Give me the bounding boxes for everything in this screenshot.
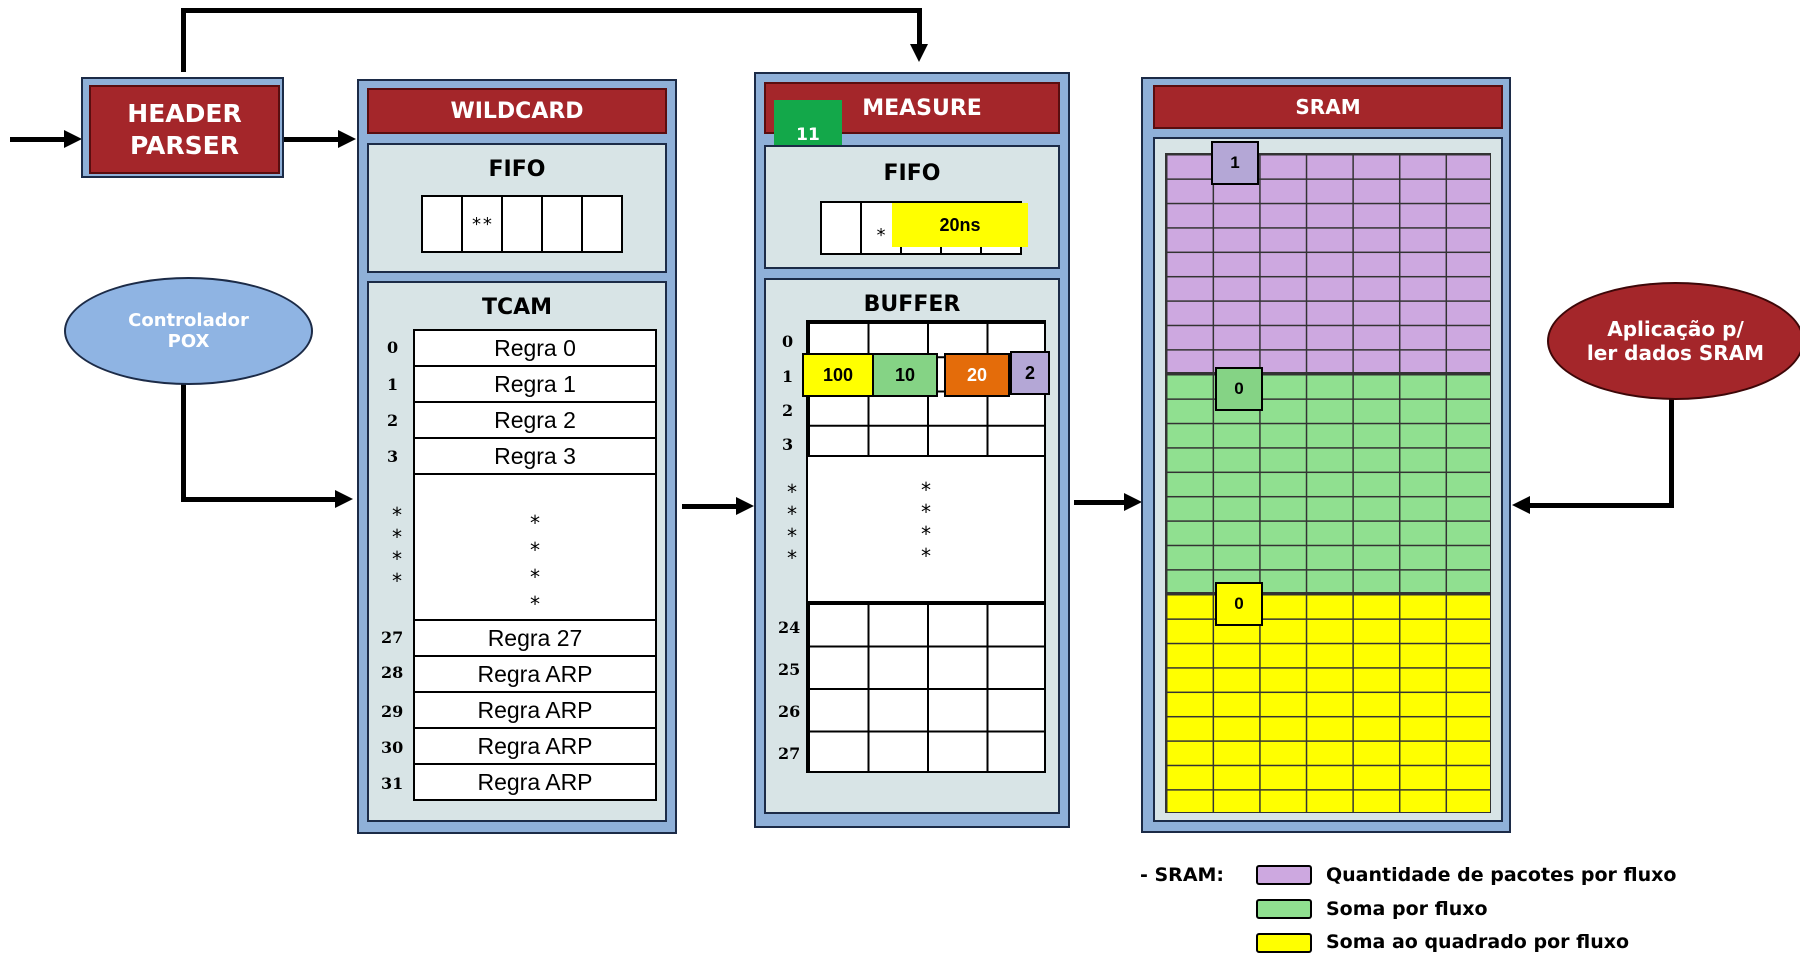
tcam-index: 28 (381, 663, 404, 682)
legend-label-packet-count: Quantidade de pacotes por fluxo (1326, 864, 1677, 886)
measure-fifo-slot (820, 201, 862, 255)
tcam-rule: Regra ARP (413, 727, 657, 765)
wildcard-fifo-slot (461, 195, 503, 253)
tcam-ellipsis-star: * (529, 511, 542, 535)
buffer-value-chip (944, 353, 1010, 397)
measure-fifo-box (764, 145, 1060, 269)
measure-fifo-timestamp-text: 20ns (939, 214, 981, 235)
tcam-title: TCAM (481, 295, 553, 320)
buffer-index: 3 (782, 435, 794, 454)
controller-line1: Controlador (128, 310, 249, 331)
tcam-ellipsis-star: * (529, 592, 542, 616)
tcam-index: 31 (381, 774, 404, 793)
tcam-index: 30 (381, 738, 404, 757)
measure-fifo-marker: * (875, 224, 887, 246)
tcam-rule: Regra 27 (413, 619, 657, 657)
app-wire-left (1530, 503, 1674, 508)
app-wire-down (1669, 395, 1674, 508)
legend-label-sum-squares: Soma ao quadrado por fluxo (1326, 931, 1630, 953)
tcam-rule: Regra 0 (413, 329, 657, 367)
buffer-index: 27 (778, 744, 801, 763)
wildcard-fifo-slot (421, 195, 463, 253)
buffer-index-ellipsis: * (786, 546, 799, 570)
buffer-index-ellipsis: * (786, 502, 799, 526)
wildcard-tcam-box (367, 281, 667, 822)
buffer-index: 2 (782, 401, 794, 420)
tcam-index: 0 (387, 338, 399, 357)
buffer-ellipsis-star: * (920, 478, 933, 502)
wildcard-fifo-marker: ** (471, 213, 493, 235)
buffer-index: 1 (782, 367, 794, 386)
tcam-index: 2 (387, 411, 399, 430)
tcam-index-ellipsis: * (391, 503, 404, 527)
measure-badge-text: 11 (796, 125, 820, 145)
sram-panel (1141, 77, 1511, 833)
tcam-rule: Regra ARP (413, 763, 657, 801)
tcam-index: 1 (387, 375, 399, 394)
wildcard-fifo-title: FIFO (488, 157, 546, 182)
tcam-index: 3 (387, 447, 399, 466)
tcam-index-ellipsis: * (391, 525, 404, 549)
buffer-ellipsis-star: * (920, 500, 933, 524)
input-arrowhead (64, 130, 82, 148)
sram-title: SRAM (1153, 85, 1503, 129)
buffer-index: 24 (778, 618, 801, 637)
wildcard-title: WILDCARD (367, 88, 667, 134)
sram-region-sum-squares (1165, 593, 1491, 813)
top-loop-arrowhead (910, 44, 928, 62)
buffer-index: 25 (778, 660, 801, 679)
buffer-index-ellipsis: * (786, 524, 799, 548)
hp-to-wildcard-arrowhead (338, 130, 356, 148)
wildcard-fifo-box (367, 143, 667, 273)
header-parser-label (89, 85, 280, 174)
tcam-rule: Regra 1 (413, 365, 657, 403)
sram-marker-sum (1215, 367, 1263, 411)
application-line2: ler dados SRAM (1586, 341, 1765, 365)
measure-to-sram-arrowhead (1124, 493, 1142, 511)
controller-line2: POX (167, 331, 210, 352)
tcam-ellipsis-star: * (529, 538, 542, 562)
buffer-ellipsis-star: * (920, 522, 933, 546)
measure-fifo-title: FIFO (883, 161, 941, 186)
header-parser-line1: HEADER (127, 98, 242, 128)
app-arrowhead (1512, 496, 1530, 514)
buffer-index: 0 (782, 332, 794, 351)
tcam-index-ellipsis: * (391, 547, 404, 571)
header-parser-line2: PARSER (130, 130, 239, 160)
wildcard-fifo-slot (541, 195, 583, 253)
tcam-index-ellipsis: * (391, 569, 404, 593)
legend-label-sum: Soma por fluxo (1326, 898, 1488, 920)
buffer-index-ellipsis: * (786, 480, 799, 504)
tcam-rule: Regra ARP (413, 691, 657, 729)
buffer-index: 26 (778, 702, 801, 721)
wildcard-fifo-slot (501, 195, 543, 253)
hp-to-wildcard-wire (284, 137, 344, 142)
sram-marker-packet-count (1211, 141, 1259, 185)
buffer-value-chip (872, 353, 938, 397)
tcam-rule: Regra 3 (413, 437, 657, 475)
application-line1: Aplicação p/ (1607, 317, 1744, 341)
measure-buffer-box (764, 278, 1060, 814)
wildcard-to-measure-wire (682, 504, 738, 509)
sram-marker-sum-squares (1215, 582, 1263, 626)
sram-reader-application (1547, 282, 1800, 400)
wildcard-fifo-slot (581, 195, 623, 253)
buffer-value-chip (1010, 351, 1050, 395)
input-wire (10, 137, 70, 142)
tcam-rule: Regra ARP (413, 655, 657, 693)
measure-to-sram-wire (1074, 500, 1126, 505)
buffer-title: BUFFER (863, 292, 961, 317)
buffer-value: 2 (1024, 362, 1035, 383)
measure-title-text: MEASURE (862, 95, 982, 121)
tcam-index: 27 (381, 628, 404, 647)
tcam-rule: Regra 2 (413, 401, 657, 439)
buffer-grid-bottom (806, 601, 1046, 773)
legend-swatch-sum-squares (1256, 933, 1312, 953)
legend-swatch-packet-count (1256, 865, 1312, 885)
sram-marker-text: 0 (1234, 379, 1244, 398)
buffer-value: 10 (894, 364, 916, 385)
buffer-value-chip (802, 353, 874, 397)
top-loop-wire-horizontal (181, 8, 922, 13)
measure-panel (754, 72, 1070, 828)
controller-wire-down (181, 378, 186, 502)
sram-memory-area (1153, 137, 1503, 822)
controller-wire-right (181, 497, 341, 502)
tcam-index: 29 (381, 702, 404, 721)
buffer-value: 100 (822, 364, 854, 385)
sram-marker-text: 0 (1234, 594, 1244, 613)
sram-region-packet-count (1165, 153, 1491, 373)
wildcard-panel (357, 79, 677, 834)
buffer-value: 20 (966, 364, 988, 385)
sram-marker-text: 1 (1230, 153, 1240, 172)
header-parser-block (81, 77, 284, 178)
buffer-ellipsis-star: * (920, 544, 933, 568)
legend-swatch-sum (1256, 899, 1312, 919)
controller-arrowhead (335, 490, 353, 508)
measure-fifo-timestamp (892, 203, 1028, 247)
controller-pox (64, 277, 313, 385)
sram-region-sum (1165, 373, 1491, 593)
legend-prefix: - SRAM: (1140, 864, 1225, 886)
wildcard-to-measure-arrowhead (736, 497, 754, 515)
top-loop-wire-up (181, 10, 186, 72)
tcam-ellipsis-star: * (529, 565, 542, 589)
